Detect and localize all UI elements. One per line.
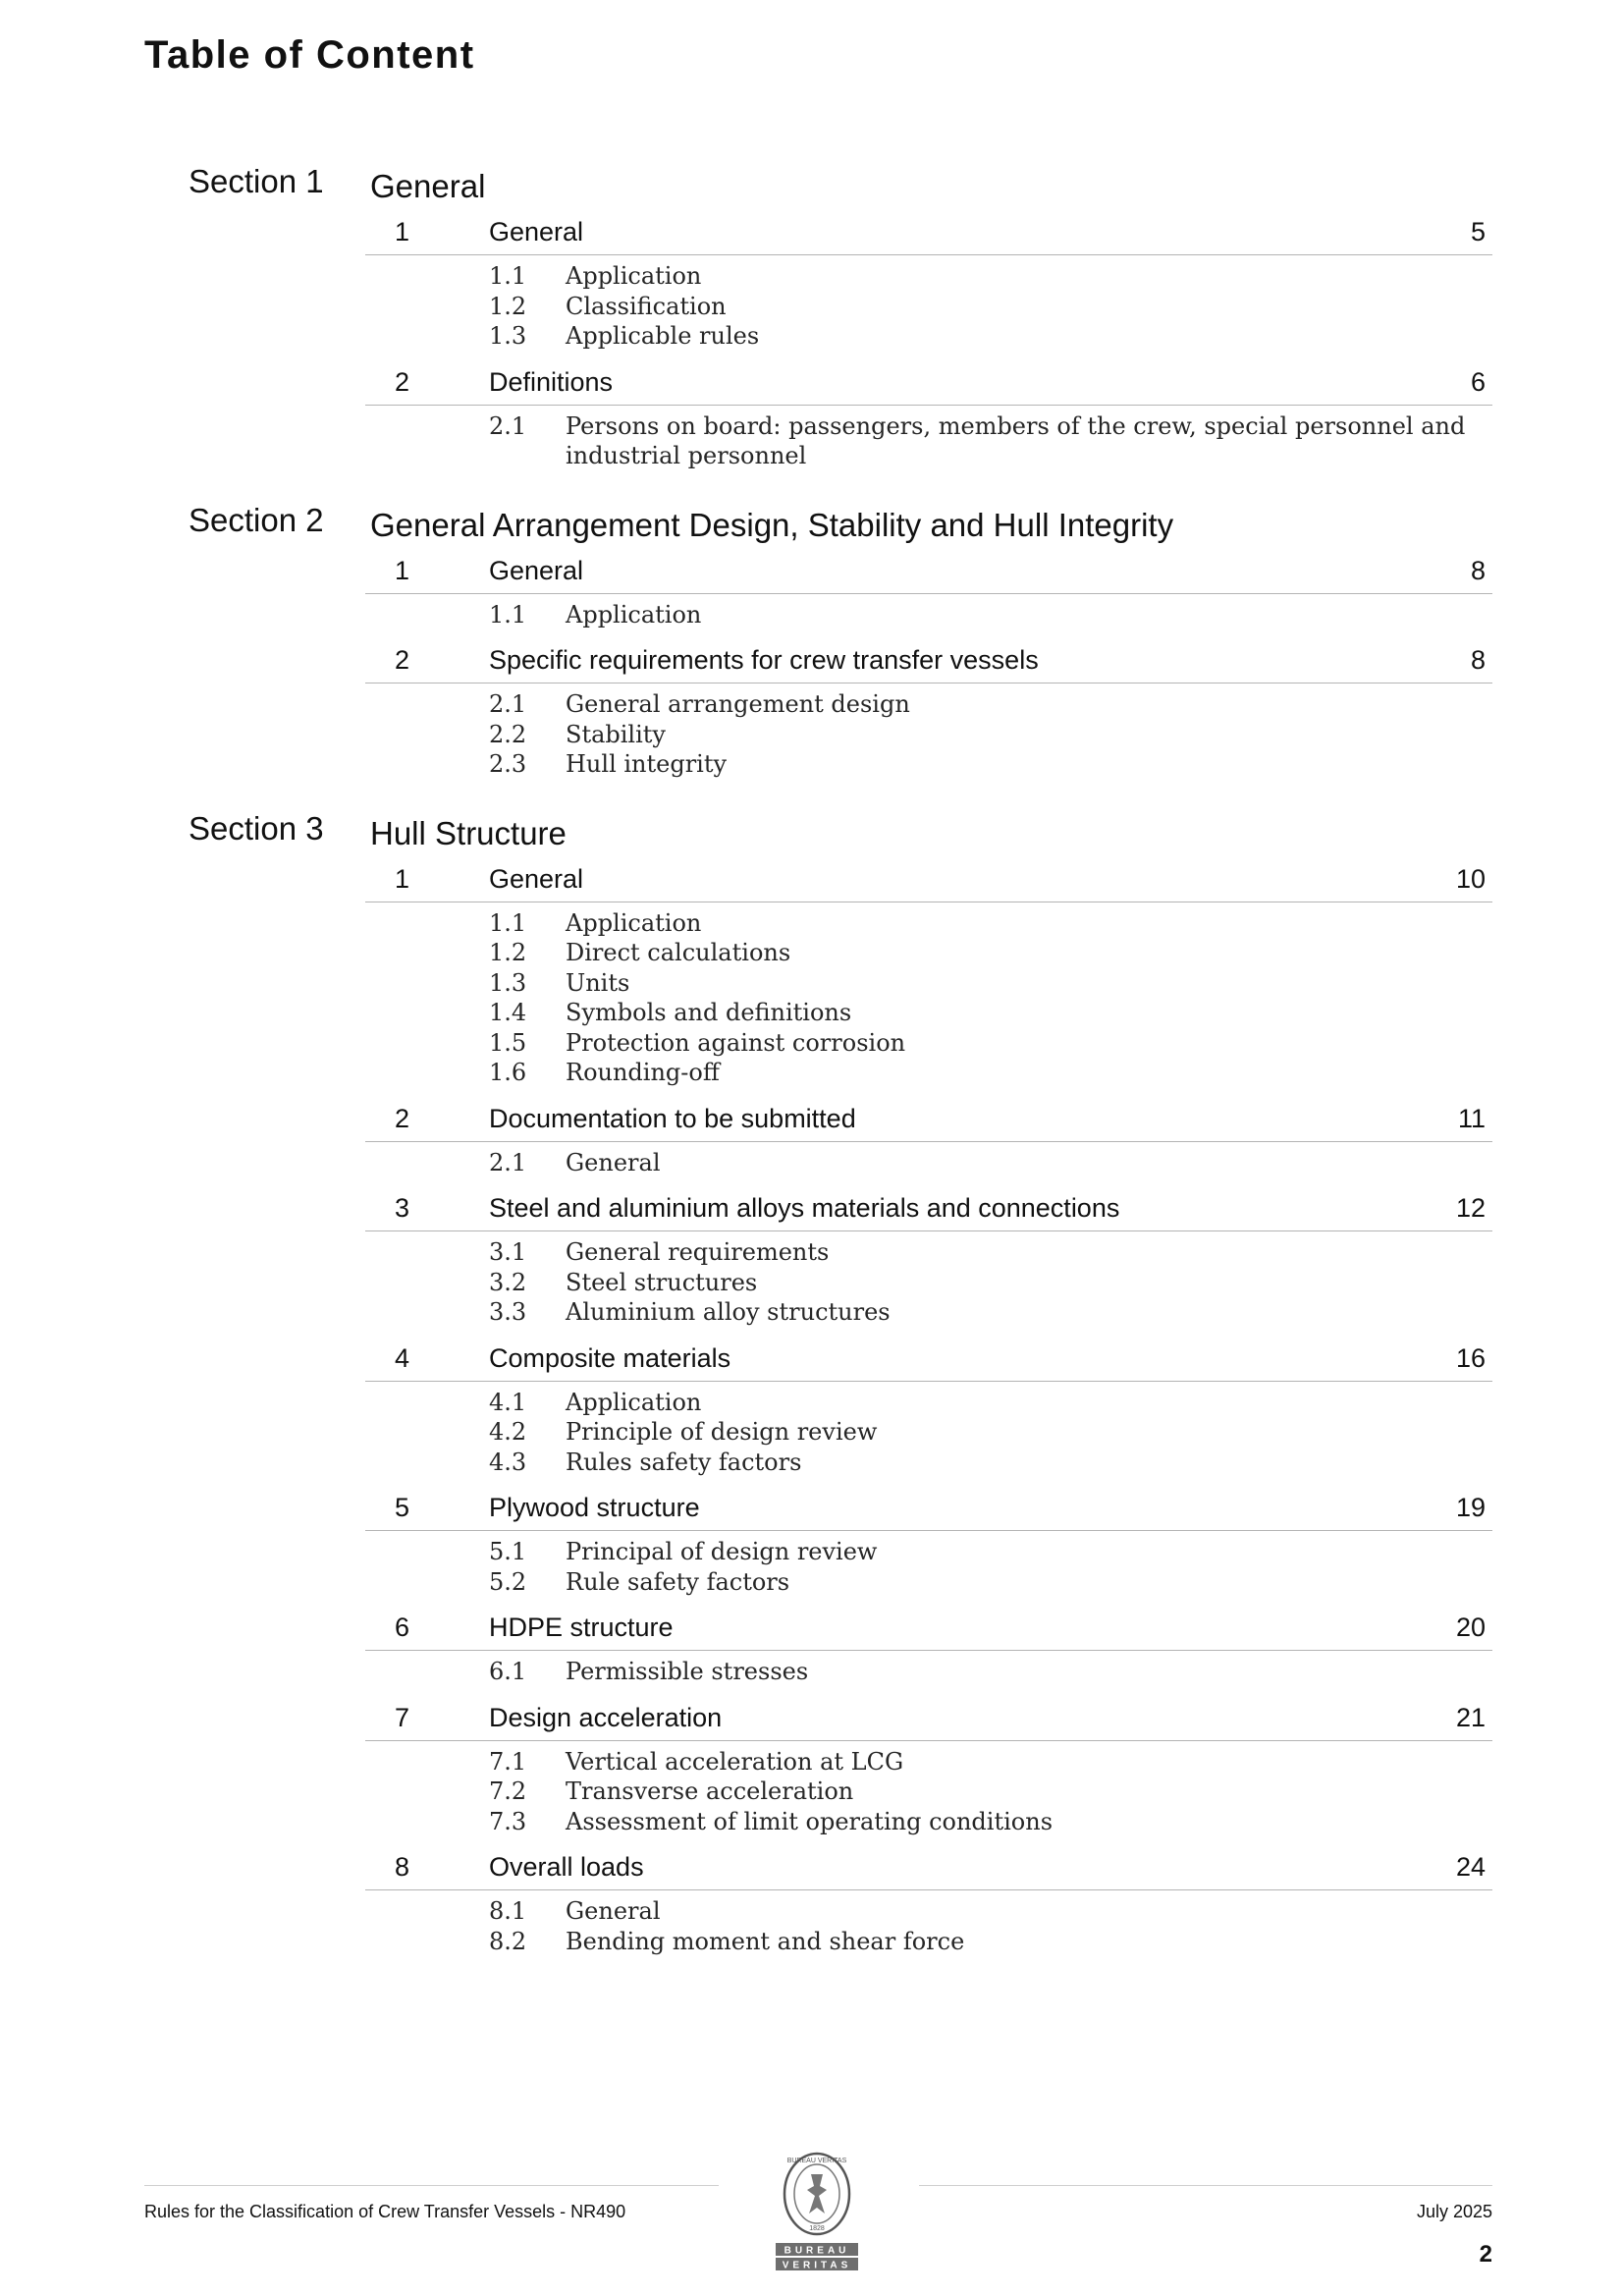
subsection-title: General <box>566 1148 661 1176</box>
subsection-number: 3.1 <box>489 1238 527 1266</box>
subsection-title: Protection against corrosion <box>566 1028 906 1057</box>
subsection-number: 1.1 <box>489 908 527 937</box>
subsection-number: 1.2 <box>489 939 527 966</box>
toc-article-row[interactable] <box>365 857 1492 902</box>
subsection-title: Application <box>566 908 702 937</box>
toc-subsection-row[interactable] <box>365 261 1492 292</box>
page-title: Table of Content <box>144 33 475 77</box>
section-label: Section 2 <box>189 501 324 538</box>
subsection-number: 4.3 <box>489 1448 527 1476</box>
article-page-number: 16 <box>1455 1342 1486 1373</box>
footer-document-title: Rules for the Classification of Crew Transfer Vessels - NR490 <box>144 2202 626 2221</box>
article-number: 3 <box>395 1193 410 1223</box>
page-number: 2 <box>1479 2241 1492 2268</box>
article-title: Design acceleration <box>489 1702 723 1732</box>
toc-subsection-row[interactable] <box>365 1237 1492 1268</box>
toc-section <box>0 157 1622 480</box>
toc-article-row[interactable] <box>365 1097 1492 1142</box>
subsection-title: Bending moment and shear force <box>566 1927 965 1955</box>
toc-article-row[interactable] <box>365 1696 1492 1741</box>
toc-subsection-row[interactable] <box>365 908 1492 939</box>
toc-article-row[interactable] <box>365 638 1492 683</box>
toc-article-row[interactable] <box>365 360 1492 406</box>
subsection-title: Principal of design review <box>566 1538 878 1565</box>
article-title: HDPE structure <box>489 1613 674 1642</box>
subsection-number: 5.1 <box>489 1538 527 1565</box>
article-number: 7 <box>395 1702 410 1732</box>
toc-subsection-list <box>0 1382 1622 1487</box>
subsection-title: Rules safety factors <box>566 1448 802 1476</box>
toc-subsection-row[interactable] <box>365 968 1492 999</box>
article-page-number: 6 <box>1470 366 1486 397</box>
article-page-number: 20 <box>1455 1613 1486 1642</box>
article-page-number: 12 <box>1455 1193 1486 1223</box>
article-number: 8 <box>395 1852 410 1882</box>
subsection-title: Principle of design review <box>566 1418 878 1446</box>
logo-year: 1828 <box>809 2225 825 2232</box>
toc-subsection-row[interactable] <box>365 1657 1492 1687</box>
article-title: Documentation to be submitted <box>489 1103 856 1133</box>
section-label: Section 1 <box>189 163 324 199</box>
subsection-number: 2.2 <box>489 720 527 748</box>
subsection-number: 1.3 <box>489 322 527 350</box>
subsection-title: Application <box>566 262 702 290</box>
section-title[interactable]: General Arrangement Design, Stability and Hull Integrity <box>370 506 1174 543</box>
toc-subsection-row[interactable] <box>365 1807 1492 1837</box>
logo-line-2: VERITAS <box>782 2260 852 2271</box>
toc-subsection-row[interactable] <box>365 292 1492 322</box>
toc-subsection-list <box>0 594 1622 639</box>
article-page-number: 24 <box>1455 1852 1486 1882</box>
subsection-title: Permissible stresses <box>566 1658 809 1685</box>
toc-article-row[interactable] <box>365 1606 1492 1651</box>
subsection-number: 1.6 <box>489 1059 527 1086</box>
subsection-number: 1.1 <box>489 262 527 290</box>
toc-section <box>0 496 1622 789</box>
toc-section <box>0 804 1622 1966</box>
subsection-number: 1.3 <box>489 968 527 997</box>
toc-subsection-row[interactable] <box>365 1417 1492 1448</box>
subsection-number: 5.2 <box>489 1567 527 1596</box>
article-number: 2 <box>395 645 410 675</box>
toc-subsection-list <box>0 683 1622 789</box>
article-title: Overall loads <box>489 1852 644 1882</box>
toc-subsection-row[interactable] <box>365 600 1492 630</box>
toc-subsection-row[interactable] <box>365 1567 1492 1598</box>
subsection-number: 7.3 <box>489 1807 527 1835</box>
section-title[interactable]: Hull Structure <box>370 814 567 851</box>
toc-subsection-row[interactable] <box>365 321 1492 352</box>
subsection-number: 2.1 <box>489 411 527 440</box>
toc-subsection-list <box>0 1890 1622 1965</box>
subsection-number: 7.2 <box>489 1777 527 1805</box>
section-label: Section 3 <box>189 809 324 847</box>
subsection-title: Applicable rules <box>566 322 760 350</box>
toc-article-row[interactable] <box>365 549 1492 594</box>
subsection-number: 4.2 <box>489 1418 527 1446</box>
subsection-number: 1.5 <box>489 1028 527 1057</box>
article-title: General <box>489 555 584 585</box>
logo-ring-text: BUREAU VERITAS <box>786 2158 847 2164</box>
toc-subsection-row[interactable] <box>365 749 1492 780</box>
article-title: Definitions <box>489 366 614 397</box>
subsection-number: 7.1 <box>489 1747 527 1776</box>
article-page-number: 19 <box>1455 1493 1486 1522</box>
subsection-title: Hull integrity <box>566 750 728 778</box>
toc-article-row[interactable] <box>365 1337 1492 1382</box>
subsection-title: General arrangement design <box>566 690 910 718</box>
subsection-number: 1.4 <box>489 999 527 1026</box>
toc-article-row[interactable] <box>365 1845 1492 1890</box>
article-title: General <box>489 217 584 246</box>
toc-subsection-row[interactable] <box>365 1268 1492 1298</box>
article-number: 5 <box>395 1493 410 1522</box>
toc-subsection-row[interactable] <box>365 938 1492 968</box>
toc-subsection-row[interactable] <box>365 411 1492 471</box>
article-title: Plywood structure <box>489 1493 700 1522</box>
article-page-number: 8 <box>1470 645 1486 675</box>
subsection-number: 2.3 <box>489 750 527 778</box>
toc-subsection-list <box>0 1231 1622 1337</box>
article-title: Composite materials <box>489 1342 731 1373</box>
article-title: Specific requirements for crew transfer vessels <box>489 645 1039 675</box>
subsection-title: General <box>566 1897 661 1925</box>
toc-subsection-row[interactable] <box>365 1777 1492 1807</box>
article-page-number: 5 <box>1470 217 1486 246</box>
toc-subsection-row[interactable] <box>365 1747 1492 1777</box>
article-number: 4 <box>395 1342 410 1373</box>
toc-subsection-list <box>0 1531 1622 1606</box>
subsection-number: 3.2 <box>489 1268 527 1296</box>
subsection-number: 1.1 <box>489 600 527 629</box>
toc-article-row[interactable] <box>365 1186 1492 1231</box>
article-number: 1 <box>395 217 410 246</box>
toc-subsection-row[interactable] <box>365 720 1492 750</box>
footer-date: July 2025 <box>1416 2202 1492 2221</box>
article-title: General <box>489 863 584 894</box>
toc-subsection-row[interactable] <box>365 1297 1492 1328</box>
footer-divider-left <box>144 2185 719 2186</box>
subsection-title: General requirements <box>566 1238 830 1266</box>
toc-subsection-row[interactable] <box>365 1927 1492 1957</box>
toc-subsection-list <box>0 1741 1622 1846</box>
subsection-number: 1.2 <box>489 292 527 320</box>
toc-article-row[interactable] <box>365 1486 1492 1531</box>
article-number: 2 <box>395 1103 410 1133</box>
article-page-number: 21 <box>1455 1702 1486 1732</box>
toc-subsection-list <box>0 1651 1622 1696</box>
article-number: 6 <box>395 1613 410 1642</box>
bureau-veritas-logo <box>768 2149 866 2276</box>
subsection-title: Units <box>566 968 630 997</box>
subsection-title: Transverse acceleration <box>566 1777 854 1805</box>
subsection-title: Direct calculations <box>566 939 791 966</box>
subsection-title: Persons on board: passengers, members of the crew, special personnel and industrial personnel <box>566 411 1466 469</box>
subsection-title: Application <box>566 1388 702 1416</box>
subsection-number: 8.2 <box>489 1927 527 1955</box>
article-page-number: 10 <box>1455 863 1486 894</box>
toc-subsection-row[interactable] <box>365 1148 1492 1178</box>
article-number: 1 <box>395 863 410 894</box>
table-of-contents <box>0 157 1622 1981</box>
subsection-title: Application <box>566 600 702 629</box>
toc-subsection-row[interactable] <box>365 689 1492 720</box>
toc-article-row[interactable] <box>365 210 1492 255</box>
section-title[interactable]: General <box>370 168 486 204</box>
bureau-veritas-seal-icon <box>768 2149 866 2276</box>
subsection-title: Symbols and definitions <box>566 999 852 1026</box>
article-page-number: 11 <box>1457 1103 1486 1133</box>
toc-subsection-row[interactable] <box>365 1028 1492 1059</box>
toc-subsection-list <box>0 406 1622 480</box>
toc-subsection-row[interactable] <box>365 1388 1492 1418</box>
subsection-title: Rounding-off <box>566 1059 720 1086</box>
toc-subsection-row[interactable] <box>365 998 1492 1028</box>
subsection-title: Vertical acceleration at LCG <box>566 1747 904 1776</box>
subsection-number: 4.1 <box>489 1388 527 1416</box>
toc-subsection-row[interactable] <box>365 1448 1492 1478</box>
logo-line-1: BUREAU <box>784 2245 850 2257</box>
article-number: 2 <box>395 366 410 397</box>
toc-subsection-list <box>0 1142 1622 1187</box>
subsection-number: 3.3 <box>489 1298 527 1326</box>
article-page-number: 8 <box>1470 555 1486 585</box>
subsection-title: Assessment of limit operating conditions <box>566 1807 1054 1835</box>
toc-subsection-list <box>0 902 1622 1097</box>
toc-subsection-row[interactable] <box>365 1537 1492 1567</box>
toc-subsection-row[interactable] <box>365 1058 1492 1088</box>
subsection-number: 6.1 <box>489 1658 527 1685</box>
subsection-number: 8.1 <box>489 1897 527 1925</box>
toc-subsection-list <box>0 255 1622 360</box>
footer-divider-right <box>919 2185 1492 2186</box>
subsection-number: 2.1 <box>489 690 527 718</box>
subsection-number: 2.1 <box>489 1148 527 1176</box>
subsection-title: Steel structures <box>566 1268 758 1296</box>
toc-subsection-row[interactable] <box>365 1896 1492 1927</box>
article-title: Steel and aluminium alloys materials and connections <box>489 1193 1120 1223</box>
subsection-title: Stability <box>566 720 666 748</box>
article-number: 1 <box>395 555 410 585</box>
subsection-title: Classification <box>566 292 727 320</box>
subsection-title: Aluminium alloy structures <box>566 1298 891 1326</box>
subsection-title: Rule safety factors <box>566 1567 790 1596</box>
